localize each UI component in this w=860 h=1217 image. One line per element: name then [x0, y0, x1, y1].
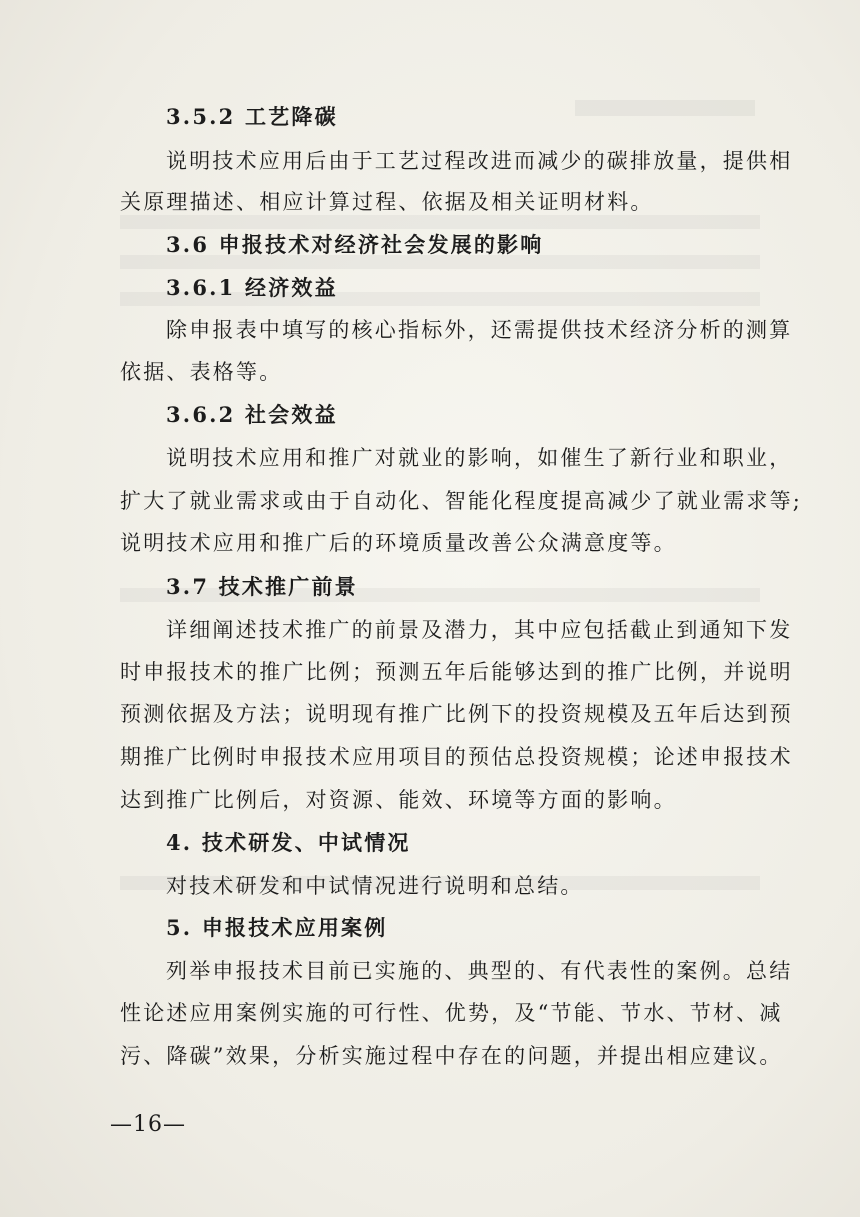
paragraph-line: 扩大了就业需求或由于自动化、智能化程度提高减少了就业需求等; — [120, 489, 803, 513]
section-3-5-2-heading: 3.5.2 工艺降碳 — [166, 104, 338, 129]
paragraph-line: 期推广比例时申报技术应用项目的预估总投资规模；论述申报技术 — [120, 745, 793, 769]
paragraph-line: 说明技术应用和推广后的环境质量改善公众满意度等。 — [120, 531, 677, 555]
show-through-bleed — [120, 215, 760, 229]
paragraph-line: 列举申报技术目前已实施的、典型的、有代表性的案例。总结 — [166, 959, 793, 983]
show-through-bleed — [575, 100, 755, 116]
section-3-7-heading: 3.7 技术推广前景 — [166, 574, 358, 599]
section-3-6-heading: 3.6 申报技术对经济社会发展的影响 — [166, 232, 544, 257]
paragraph-line: 依据、表格等。 — [120, 360, 283, 384]
paragraph-line: 性论述应用案例实施的可行性、优势，及“节能、节水、节材、减 — [120, 1001, 783, 1025]
section-3-6-1-heading: 3.6.1 经济效益 — [166, 275, 338, 300]
paragraph-line: 预测依据及方法；说明现有推广比例下的投资规模及五年后达到预 — [120, 702, 793, 726]
paragraph-line: 说明技术应用和推广对就业的影响，如催生了新行业和职业， — [166, 446, 793, 470]
section-3-6-2-heading: 3.6.2 社会效益 — [166, 402, 338, 427]
page-number: —16— — [110, 1112, 186, 1137]
paragraph-line: 关原理描述、相应计算过程、依据及相关证明材料。 — [120, 190, 654, 214]
paragraph-line: 详细阐述技术推广的前景及潜力，其中应包括截止到通知下发 — [166, 618, 793, 642]
paragraph-line: 说明技术应用后由于工艺过程改进而减少的碳排放量，提供相 — [166, 149, 793, 173]
paragraph-line: 对技术研发和中试情况进行说明和总结。 — [166, 874, 584, 898]
section-4-heading: 4. 技术研发、中试情况 — [166, 830, 411, 855]
paragraph-line: 时申报技术的推广比例；预测五年后能够达到的推广比例，并说明 — [120, 660, 793, 684]
paragraph-line: 除申报表中填写的核心指标外，还需提供技术经济分析的测算 — [166, 318, 793, 342]
paragraph-line: 达到推广比例后，对资源、能效、环境等方面的影响。 — [120, 788, 677, 812]
section-5-heading: 5. 申报技术应用案例 — [166, 915, 388, 940]
paragraph-line: 污、降碳”效果，分析实施过程中存在的问题，并提出相应建议。 — [120, 1044, 783, 1068]
